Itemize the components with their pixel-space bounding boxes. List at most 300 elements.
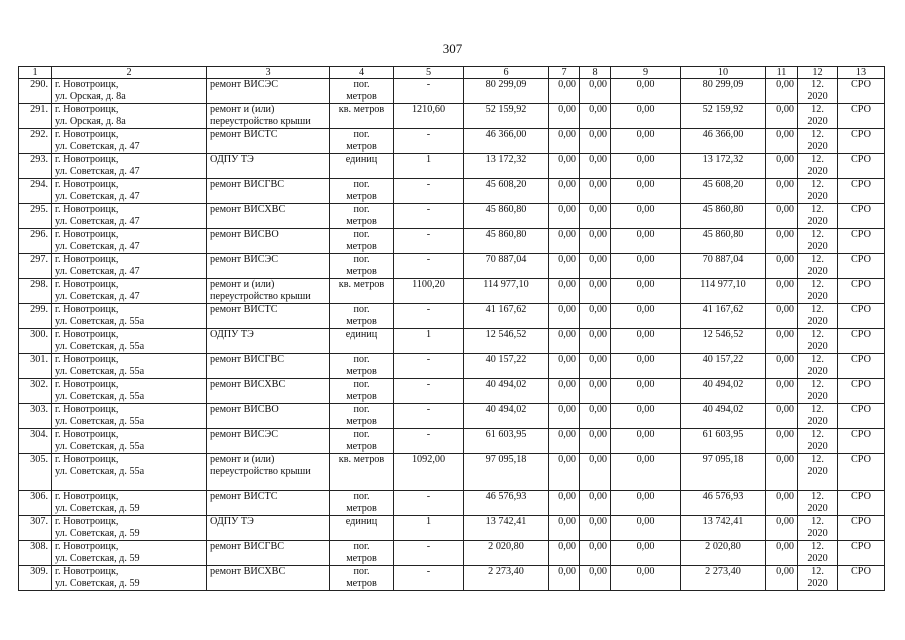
unit-cell-line: пог. [353,566,370,577]
quantity-cell [394,566,464,591]
total-cell [681,541,766,566]
col8-cell-line: 0,00 [589,79,607,90]
col7-cell [549,329,580,354]
col7-cell-line: 0,00 [558,129,576,140]
table-row [19,229,885,254]
total-cell-line: 46 366,00 [702,129,744,140]
col7-cell [549,179,580,204]
address-cell-line: г. Новотроицк, [55,404,119,415]
col7-cell-line: 0,00 [558,516,576,527]
column-number-header: 4 [330,67,394,79]
source-cell-line: СРО [851,454,871,465]
row-number-cell-line: 304. [30,429,48,440]
unit-cell-line: пог. [353,541,370,552]
source-cell-line: СРО [851,254,871,265]
address-cell [52,541,207,566]
source-cell [838,104,885,129]
unit-cell-line: метров [346,91,377,102]
unit-cell-line: метров [346,578,377,589]
col7-cell-line: 0,00 [558,541,576,552]
quantity-cell [394,229,464,254]
quantity-cell [394,429,464,454]
row-number-cell-line: 292. [30,129,48,140]
total-cell [681,491,766,516]
work-type-cell [207,516,330,541]
unit-cell-line: метров [346,216,377,227]
work-type-cell [207,379,330,404]
work-type-cell [207,204,330,229]
row-number-cell-line: 299. [30,304,48,315]
col11-cell [766,204,798,229]
row-number-cell-line: 303. [30,404,48,415]
col8-cell-line: 0,00 [589,404,607,415]
col9-cell [611,204,681,229]
total-cell [681,129,766,154]
unit-cell-line: пог. [353,179,370,190]
col11-cell [766,404,798,429]
row-number-cell-line: 298. [30,279,48,290]
col11-cell [766,79,798,104]
work-type-cell-line: ремонт ВИСВО [210,229,279,240]
col9-cell [611,429,681,454]
address-cell-line: ул. Советская, д. 55а [55,441,145,452]
address-cell-line: ул. Советская, д. 59 [55,528,140,539]
table-row [19,304,885,329]
source-cell [838,516,885,541]
address-cell-line: ул. Советская, д. 55а [55,341,145,352]
source-cell [838,254,885,279]
col7-cell [549,516,580,541]
address-cell-line: г. Новотроицк, [55,379,119,390]
col8-cell [580,566,611,591]
cost-cell-line: 46 366,00 [485,129,527,140]
unit-cell [330,154,394,179]
col8-cell [580,79,611,104]
address-cell [52,229,207,254]
address-cell-line: ул. Советская, д. 55а [55,416,145,427]
col11-cell-line: 0,00 [776,566,794,577]
col11-cell-line: 0,00 [776,329,794,340]
col9-cell [611,541,681,566]
source-cell-line: СРО [851,154,871,165]
total-cell-line: 80 299,09 [702,79,744,90]
col7-cell [549,541,580,566]
col8-cell-line: 0,00 [589,304,607,315]
source-cell-line: СРО [851,279,871,290]
col8-cell-line: 0,00 [589,254,607,265]
table-row [19,329,885,354]
unit-cell [330,179,394,204]
deadline-cell-line: 2020 [807,553,828,564]
deadline-cell-line: 2020 [807,578,828,589]
deadline-cell [798,454,838,491]
work-type-cell-line: переустройство крыши [210,466,311,477]
col8-cell-line: 0,00 [589,329,607,340]
cost-cell-line: 45 608,20 [485,179,527,190]
total-cell-line: 45 860,80 [702,204,744,215]
work-type-cell-line: ОДПУ ТЭ [210,154,254,165]
unit-cell-line: пог. [353,204,370,215]
column-number-header: 9 [611,67,681,79]
col7-cell [549,354,580,379]
row-number-cell-line: 295. [30,204,48,215]
address-cell-line: ул. Советская, д. 59 [55,503,140,514]
cost-cell [464,429,549,454]
col7-cell [549,404,580,429]
work-type-cell-line: ремонт ВИСВО [210,404,279,415]
col8-cell [580,541,611,566]
deadline-cell [798,541,838,566]
col8-cell [580,491,611,516]
source-cell-line: СРО [851,329,871,340]
source-cell-line: СРО [851,179,871,190]
col8-cell [580,516,611,541]
total-cell [681,516,766,541]
cost-cell-line: 70 887,04 [485,254,527,265]
row-number-cell-line: 297. [30,254,48,265]
unit-cell [330,129,394,154]
col11-cell-line: 0,00 [776,79,794,90]
quantity-cell-line: 1100,20 [412,279,445,290]
quantity-cell [394,279,464,304]
cost-cell-line: 52 159,92 [485,104,527,115]
col9-cell-line: 0,00 [636,129,655,140]
row-number-cell [19,429,52,454]
col9-cell [611,491,681,516]
deadline-cell [798,204,838,229]
total-cell-line: 97 095,18 [702,454,744,465]
cost-cell-line: 41 167,62 [485,304,527,315]
total-cell-line: 61 603,95 [702,429,744,440]
col9-cell [611,329,681,354]
address-cell-line: г. Новотроицк, [55,254,119,265]
quantity-cell [394,154,464,179]
col11-cell [766,541,798,566]
deadline-cell [798,79,838,104]
deadline-cell-line: 12. [811,566,824,577]
deadline-cell-line: 12. [811,204,824,215]
table-row [19,379,885,404]
unit-cell [330,379,394,404]
deadline-cell-line: 2020 [807,366,828,377]
col7-cell-line: 0,00 [558,229,576,240]
address-cell-line: г. Новотроицк, [55,354,119,365]
unit-cell [330,279,394,304]
table-row [19,154,885,179]
table-row [19,254,885,279]
row-number-cell-line: 305. [30,454,48,465]
total-cell [681,329,766,354]
cost-cell [464,379,549,404]
col8-cell [580,204,611,229]
deadline-cell-line: 2020 [807,216,828,227]
col7-cell-line: 0,00 [558,404,576,415]
col11-cell [766,179,798,204]
deadline-cell [798,179,838,204]
deadline-cell [798,129,838,154]
column-number-header: 11 [766,67,798,79]
table-row [19,279,885,304]
col8-cell-line: 0,00 [589,429,607,440]
row-number-cell-line: 291. [30,104,48,115]
work-type-cell-line: ремонт и (или) [210,454,275,465]
cost-cell-line: 97 095,18 [485,454,527,465]
address-cell-line: г. Новотроицк, [55,516,119,527]
unit-cell-line: метров [346,241,377,252]
col11-cell [766,104,798,129]
deadline-cell-line: 2020 [807,91,828,102]
col9-cell-line: 0,00 [636,229,655,240]
col9-cell-line: 0,00 [636,516,655,527]
address-cell [52,379,207,404]
cost-cell [464,254,549,279]
col9-cell-line: 0,00 [636,404,655,415]
repair-register-table [18,66,885,591]
address-cell [52,79,207,104]
deadline-cell-line: 12. [811,229,824,240]
col8-cell [580,354,611,379]
quantity-cell [394,204,464,229]
deadline-cell-line: 2020 [807,441,828,452]
address-cell-line: ул. Советская, д. 47 [55,266,140,277]
unit-cell-line: кв. метров [338,454,385,465]
col7-cell [549,279,580,304]
col7-cell [549,154,580,179]
cost-cell-line: 2 273,40 [488,566,524,577]
col7-cell-line: 0,00 [558,104,576,115]
total-cell-line: 70 887,04 [702,254,744,265]
cost-cell [464,454,549,491]
total-cell [681,304,766,329]
col11-cell [766,429,798,454]
column-number-row [19,67,885,79]
table-row [19,79,885,104]
work-type-cell [207,491,330,516]
deadline-cell-line: 2020 [807,191,828,202]
deadline-cell [798,566,838,591]
col11-cell-line: 0,00 [776,379,794,390]
work-type-cell-line: ремонт ВИСТС [210,491,278,502]
total-cell [681,254,766,279]
unit-cell [330,516,394,541]
address-cell-line: ул. Советская, д. 47 [55,291,140,302]
col11-cell-line: 0,00 [776,541,794,552]
source-cell-line: СРО [851,566,871,577]
row-number-cell-line: 309. [30,566,48,577]
unit-cell [330,104,394,129]
col11-cell [766,304,798,329]
unit-cell [330,304,394,329]
unit-cell-line: метров [346,416,377,427]
address-cell [52,279,207,304]
work-type-cell-line: ремонт ВИСТС [210,129,278,140]
table-row [19,354,885,379]
total-cell-line: 40 494,02 [702,404,744,415]
col7-cell [549,79,580,104]
deadline-cell [798,304,838,329]
address-cell-line: г. Новотроицк, [55,204,119,215]
col9-cell-line: 0,00 [636,79,655,90]
work-type-cell [207,279,330,304]
col9-cell [611,229,681,254]
source-cell [838,304,885,329]
table-row [19,454,885,491]
col8-cell-line: 0,00 [589,129,607,140]
col7-cell-line: 0,00 [558,429,576,440]
row-number-cell [19,79,52,104]
address-cell [52,354,207,379]
quantity-cell-line: - [426,566,431,577]
col7-cell-line: 0,00 [558,304,576,315]
col11-cell [766,354,798,379]
address-cell [52,129,207,154]
quantity-cell [394,129,464,154]
cost-cell-line: 45 860,80 [485,229,527,240]
deadline-cell [798,516,838,541]
total-cell-line: 45 860,80 [702,229,744,240]
col9-cell [611,279,681,304]
address-cell-line: ул. Орская, д. 8а [55,91,126,102]
col7-cell [549,566,580,591]
table-row [19,104,885,129]
row-number-cell [19,404,52,429]
total-cell-line: 52 159,92 [702,104,744,115]
quantity-cell [394,79,464,104]
work-type-cell-line: ремонт ВИСГВС [210,541,285,552]
col11-cell [766,566,798,591]
total-cell-line: 2 273,40 [705,566,741,577]
col11-cell [766,491,798,516]
source-cell [838,179,885,204]
column-number-header: 12 [798,67,838,79]
cost-cell [464,79,549,104]
deadline-cell [798,104,838,129]
address-cell [52,179,207,204]
col7-cell [549,379,580,404]
col11-cell [766,329,798,354]
cost-cell [464,279,549,304]
row-number-cell [19,354,52,379]
deadline-cell-line: 2020 [807,166,828,177]
col8-cell-line: 0,00 [589,516,607,527]
work-type-cell [207,329,330,354]
col8-cell-line: 0,00 [589,379,607,390]
table-row [19,566,885,591]
cost-cell [464,404,549,429]
row-number-cell [19,154,52,179]
address-cell [52,491,207,516]
cost-cell-line: 13 172,32 [485,154,527,165]
col9-cell [611,404,681,429]
deadline-cell-line: 2020 [807,241,828,252]
col9-cell-line: 0,00 [636,279,655,290]
table-row [19,541,885,566]
col9-cell [611,154,681,179]
total-cell [681,179,766,204]
address-cell [52,429,207,454]
unit-cell [330,354,394,379]
row-number-cell-line: 307. [30,516,48,527]
total-cell [681,104,766,129]
col8-cell [580,154,611,179]
col11-cell [766,254,798,279]
address-cell-line: ул. Советская, д. 47 [55,216,140,227]
col11-cell-line: 0,00 [776,304,794,315]
deadline-cell-line: 12. [811,304,824,315]
total-cell-line: 40 157,22 [702,354,744,365]
cost-cell-line: 45 860,80 [485,204,527,215]
address-cell [52,454,207,491]
col8-cell-line: 0,00 [589,454,607,465]
row-number-cell-line: 301. [30,354,48,365]
row-number-cell [19,379,52,404]
col11-cell-line: 0,00 [776,254,794,265]
work-type-cell [207,79,330,104]
quantity-cell-line: - [426,254,431,265]
col9-cell-line: 0,00 [636,329,655,340]
deadline-cell [798,429,838,454]
col8-cell [580,129,611,154]
cost-cell-line: 40 157,22 [485,354,527,365]
deadline-cell-line: 12. [811,454,824,465]
table-row [19,404,885,429]
cost-cell-line: 46 576,93 [485,491,527,502]
address-cell [52,104,207,129]
col9-cell [611,516,681,541]
deadline-cell [798,329,838,354]
deadline-cell [798,491,838,516]
deadline-cell-line: 12. [811,279,824,290]
deadline-cell-line: 12. [811,354,824,365]
deadline-cell [798,279,838,304]
work-type-cell-line: ремонт ВИСХВС [210,379,286,390]
address-cell-line: г. Новотроицк, [55,129,119,140]
quantity-cell-line: - [426,541,431,552]
unit-cell [330,254,394,279]
quantity-cell [394,254,464,279]
deadline-cell-line: 12. [811,154,824,165]
address-cell-line: ул. Советская, д. 59 [55,578,140,589]
deadline-cell-line: 2020 [807,466,828,477]
col11-cell-line: 0,00 [776,154,794,165]
col8-cell [580,454,611,491]
deadline-cell-line: 12. [811,491,824,502]
quantity-cell [394,329,464,354]
row-number-cell-line: 296. [30,229,48,240]
cost-cell [464,204,549,229]
row-number-cell [19,279,52,304]
deadline-cell-line: 2020 [807,141,828,152]
unit-cell-line: метров [346,266,377,277]
work-type-cell [207,454,330,491]
deadline-cell-line: 2020 [807,291,828,302]
source-cell-line: СРО [851,229,871,240]
col9-cell-line: 0,00 [636,429,655,440]
work-type-cell-line: ремонт ВИСТС [210,304,278,315]
unit-cell-line: пог. [353,79,370,90]
total-cell [681,354,766,379]
quantity-cell [394,516,464,541]
work-type-cell [207,129,330,154]
source-cell-line: СРО [851,516,871,527]
work-type-cell [207,104,330,129]
source-cell [838,429,885,454]
cost-cell-line: 40 494,02 [485,404,527,415]
unit-cell-line: единиц [345,329,378,340]
unit-cell [330,454,394,491]
column-number-header: 7 [549,67,580,79]
col11-cell-line: 0,00 [776,516,794,527]
